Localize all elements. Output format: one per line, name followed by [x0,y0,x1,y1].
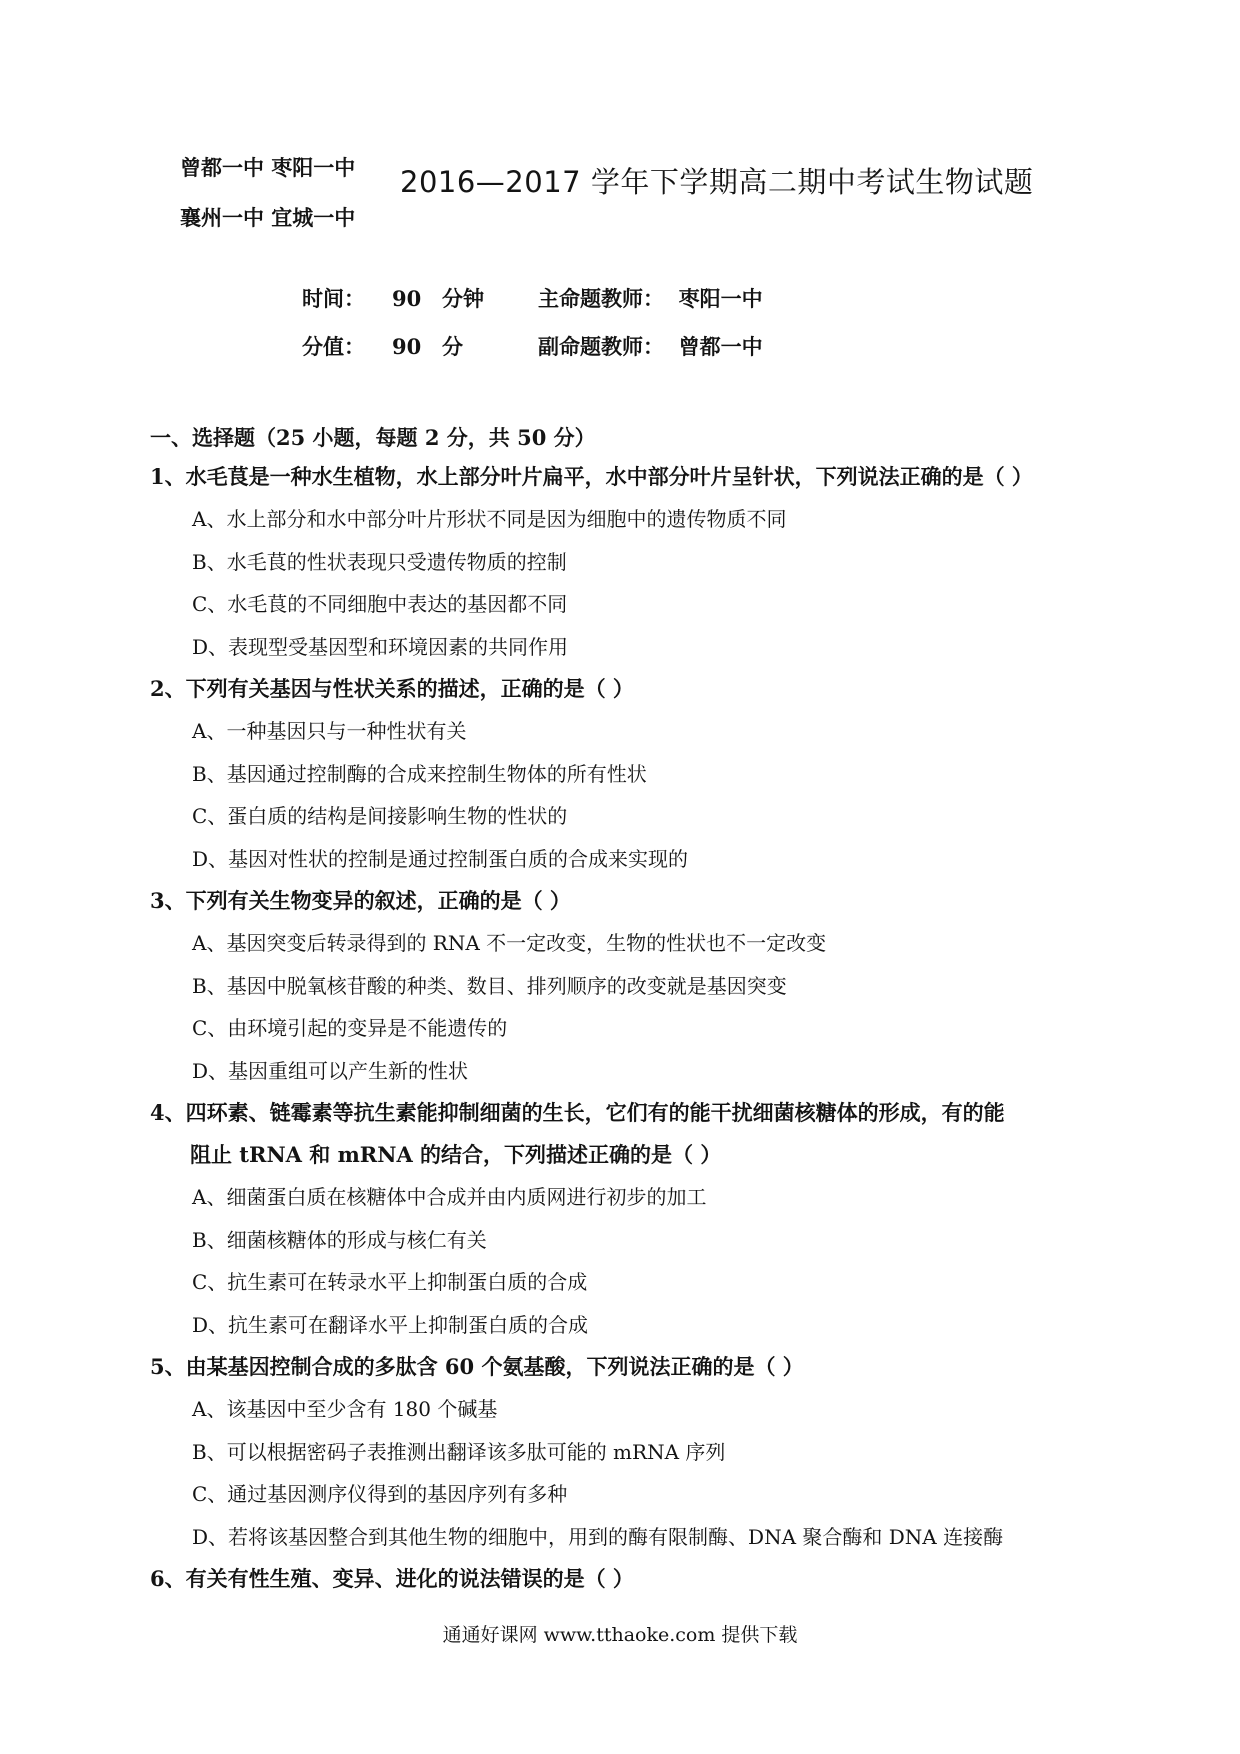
option-b: B、可以根据密码子表推测出翻译该多肽可能的 mRNA 序列 [192,1439,726,1464]
option-d: D、基因对性状的控制是通过控制蛋白质的合成来实现的 [192,846,689,871]
section-heading: 一、选择题（25 小题，每题 2 分，共 50 分） [150,425,596,450]
option-a: A、基因突变后转录得到的 RNA 不一定改变，生物的性状也不一定改变 [192,931,827,955]
option-c: C、通过基因测序仪得到的基因序列有多种 [192,1482,568,1506]
option-b: B、水毛茛的性状表现只受遗传物质的控制 [192,549,567,574]
school-names [180,143,355,243]
option-d: D、抗生素可在翻译水平上抑制蛋白质的合成 [192,1312,589,1337]
page-footer: 通通好课网 www.tthaoke.com 提供下载 [442,1624,798,1646]
time-label: 时间： [302,286,365,311]
question-stem: 2、下列有关基因与性状关系的描述，正确的是（ ） [150,676,634,701]
time-value: 90 [392,286,422,311]
option-a: A、水上部分和水中部分叶片形状不同是因为细胞中的遗传物质不同 [192,507,787,531]
option-d: D、若将该基因整合到其他生物的细胞中，用到的酶有限制酶、DNA 聚合酶和 DNA 连接酶 [192,1524,1004,1549]
deputy-teacher: 曾都一中 [678,334,763,359]
time-unit: 分钟 [442,286,484,311]
deputy-teacher-row [538,323,763,371]
question-stem: 3、下列有关生物变异的叙述，正确的是（ ） [150,888,571,913]
option-a: A、一种基因只与一种性状有关 [192,719,467,743]
option-c: C、由环境引起的变异是不能遗传的 [192,1016,508,1040]
deputy-teacher-label: 副命题教师： [538,334,664,359]
main-teacher-label: 主命题教师： [538,286,664,311]
score-value: 90 [392,334,422,359]
option-d: D、基因重组可以产生新的性状 [192,1058,469,1083]
option-c: C、水毛茛的不同细胞中表达的基因都不同 [192,592,568,616]
question-4 [150,1092,1100,1346]
schools-line-1: 曾都一中 枣阳一中 [180,155,356,180]
option-b: B、基因中脱氧核苷酸的种类、数目、排列顺序的改变就是基因突变 [192,973,787,998]
time-row [302,275,484,323]
exam-title: 2016—2017 学年下学期高二期中考试生物试题 [400,165,1034,199]
option-c: C、抗生素可在转录水平上抑制蛋白质的合成 [192,1270,588,1294]
question-2 [150,668,1100,880]
question-list [150,456,1100,1600]
question-stem: 1、水毛茛是一种水生植物，水上部分叶片扁平，水中部分叶片呈针状，下列说法正确的是（ ） [150,464,1033,489]
option-b: B、细菌核糖体的形成与核仁有关 [192,1227,487,1252]
option-b: B、基因通过控制酶的合成来控制生物体的所有性状 [192,761,647,786]
question-stem: 5、由某基因控制合成的多肽含 60 个氨基酸，下列说法正确的是（ ） [150,1354,804,1379]
question-1 [150,456,1100,668]
main-teacher-row [538,275,763,323]
exam-info-left [302,275,484,371]
question-5 [150,1346,1100,1558]
option-a: A、该基因中至少含有 180 个碱基 [192,1397,498,1421]
score-label: 分值： [302,334,365,359]
question-3 [150,880,1100,1092]
question-6 [150,1558,1100,1600]
question-stem: 6、有关有性生殖、变异、进化的说法错误的是（ ） [150,1566,634,1591]
question-stem: 4、四环素、链霉素等抗生素能抑制细菌的生长，它们有的能干扰细菌核糖体的形成，有的能 [150,1100,1005,1125]
option-d: D、表现型受基因型和环境因素的共同作用 [192,634,569,659]
score-row [302,323,484,371]
score-unit: 分 [442,334,463,359]
exam-info-right [538,275,763,371]
option-a: A、细菌蛋白质在核糖体中合成并由内质网进行初步的加工 [192,1185,707,1209]
schools-line-2: 襄州一中 宜城一中 [180,205,356,230]
question-stem-continued: 阻止 tRNA 和 mRNA 的结合，下列描述正确的是（ ） [190,1142,722,1167]
main-teacher: 枣阳一中 [678,286,763,311]
option-c: C、蛋白质的结构是间接影响生物的性状的 [192,804,568,828]
